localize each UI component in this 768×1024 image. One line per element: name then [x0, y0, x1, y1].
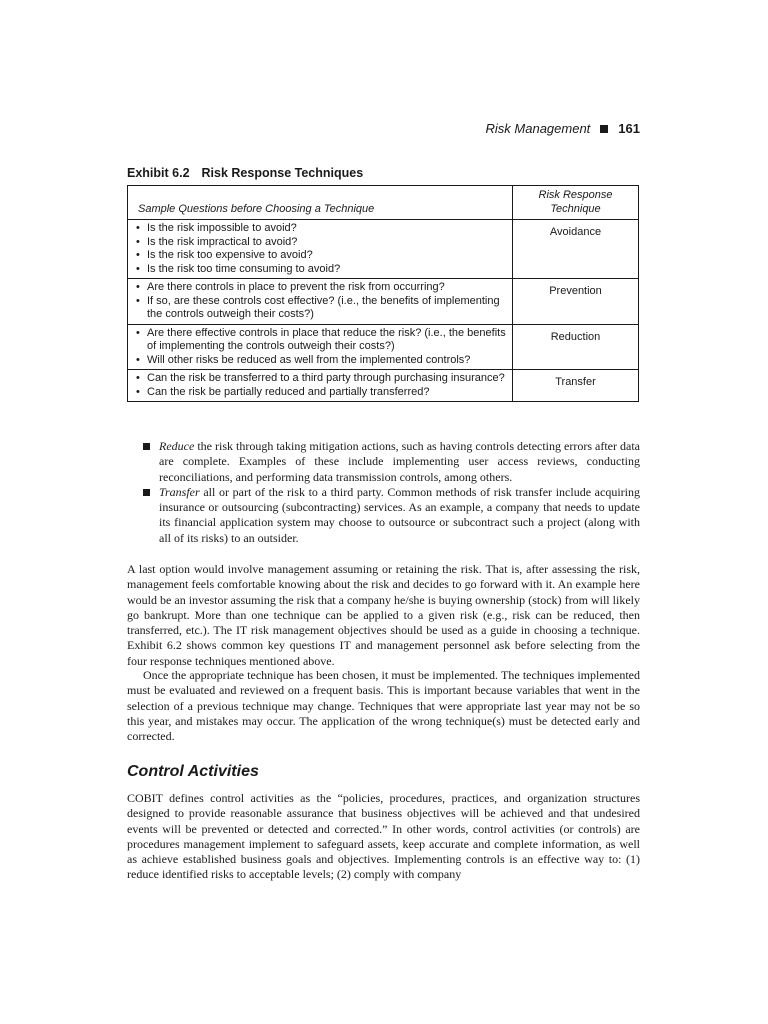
- square-bullet-icon: [600, 125, 608, 133]
- question-item: • Is the risk too time consuming to avoid?: [136, 263, 506, 277]
- question-item: • Can the risk be partially reduced and partially transferred?: [136, 386, 506, 400]
- exhibit-title: [127, 166, 363, 180]
- square-bullet-icon: [143, 489, 150, 496]
- column-header-questions: Sample Questions before Choosing a Technique: [128, 186, 513, 220]
- square-bullet-icon: [143, 443, 150, 450]
- technique-cell: Prevention: [513, 279, 639, 325]
- section-heading: Control Activities: [127, 763, 259, 780]
- exhibit-label: Exhibit 6.2: [127, 166, 190, 180]
- table-row: [128, 220, 639, 279]
- column-header-technique: Risk Response Technique: [513, 186, 639, 220]
- question-item: • Are there controls in place to prevent the risk from occurring?: [136, 281, 506, 295]
- running-title: Risk Management: [485, 121, 591, 136]
- questions-cell: [128, 370, 513, 402]
- bullet-term: Reduce: [159, 439, 195, 453]
- exhibit-name: Risk Response Techniques: [201, 166, 364, 180]
- table-header-row: [128, 186, 639, 220]
- body-paragraph: A last option would involve management assuming or retaining the risk. That is, after assessing the risk, management feels comfortable knowing about the risk and decides to go forward with it. An example here would be an investor assuming the risk that a company he/she is buying ownership (stock) from will likely go bankrupt. More than one technique can be applied to a given risk (e.g., risk can be reduced, then transferred, etc.). The IT risk management objectives should be used as a guide in choosing a technique. Exhibit 6.2 shows common key questions IT and management personnel ask before selecting from the four response techniques mentioned above.: [127, 562, 640, 668]
- question-item: • Is the risk too expensive to avoid?: [136, 249, 506, 263]
- questions-cell: [128, 220, 513, 279]
- technique-cell: Reduction: [513, 324, 639, 370]
- running-head: [486, 121, 640, 136]
- page-number: 161: [618, 121, 640, 136]
- bullet-text: the risk through taking mitigation actions, such as having controls detecting errors after data are complete. Examples of these include implementing user access reviews, conducting reconciliations, and performing data transmission controls, among others.: [159, 439, 640, 484]
- technique-cell: Avoidance: [513, 220, 639, 279]
- list-item: [143, 439, 640, 485]
- questions-cell: [128, 279, 513, 325]
- technique-bullet-list: [143, 439, 640, 546]
- body-paragraph: Once the appropriate technique has been chosen, it must be implemented. The techniques implemented must be evaluated and reviewed on a frequent basis. This is important because variables that went in the selection of a previous technique may change. Techniques that were appropriate last year may not be so this year, and mistakes may occur. The application of the wrong technique(s) must be detected early and corrected.: [127, 668, 640, 744]
- question-item: • Is the risk impossible to avoid?: [136, 222, 506, 236]
- technique-cell: Transfer: [513, 370, 639, 402]
- bullet-text: all or part of the risk to a third party. Common methods of risk transfer include acquiring insurance or outsourcing (subcontracting) services. As an example, a company that needs to update its financial application system may choose to outsource or subcontract such a project (along with all of its risks) to an outsider.: [159, 484, 640, 545]
- question-item: • Is the risk impractical to avoid?: [136, 236, 506, 250]
- risk-response-table: [127, 185, 639, 402]
- table-row: [128, 279, 639, 325]
- question-item: • Are there effective controls in place that reduce the risk? (i.e., the benefits of implementing the controls outweigh their costs?): [136, 327, 506, 354]
- questions-cell: [128, 324, 513, 370]
- question-item: • If so, are these controls cost effective? (i.e., the benefits of implementing the controls outweigh their costs?): [136, 295, 506, 322]
- body-paragraph: COBIT defines control activities as the “policies, procedures, practices, and organization structures designed to provide reasonable assurance that business objectives will be achieved and that undesired events will be prevented or detected and corrected.” In other words, control activities (or controls) are procedures management implement to safeguard assets, keep accurate and complete information, as well as achieve established business goals and objectives. Implementing controls is an effective way to: (1) reduce identified risks to acceptable levels; (2) comply with company: [127, 791, 640, 882]
- table-row: [128, 370, 639, 402]
- question-item: • Can the risk be transferred to a third party through purchasing insurance?: [136, 372, 506, 386]
- table-row: [128, 324, 639, 370]
- question-item: • Will other risks be reduced as well from the implemented controls?: [136, 354, 506, 368]
- bullet-term: Transfer: [159, 484, 200, 499]
- list-item: [143, 485, 640, 546]
